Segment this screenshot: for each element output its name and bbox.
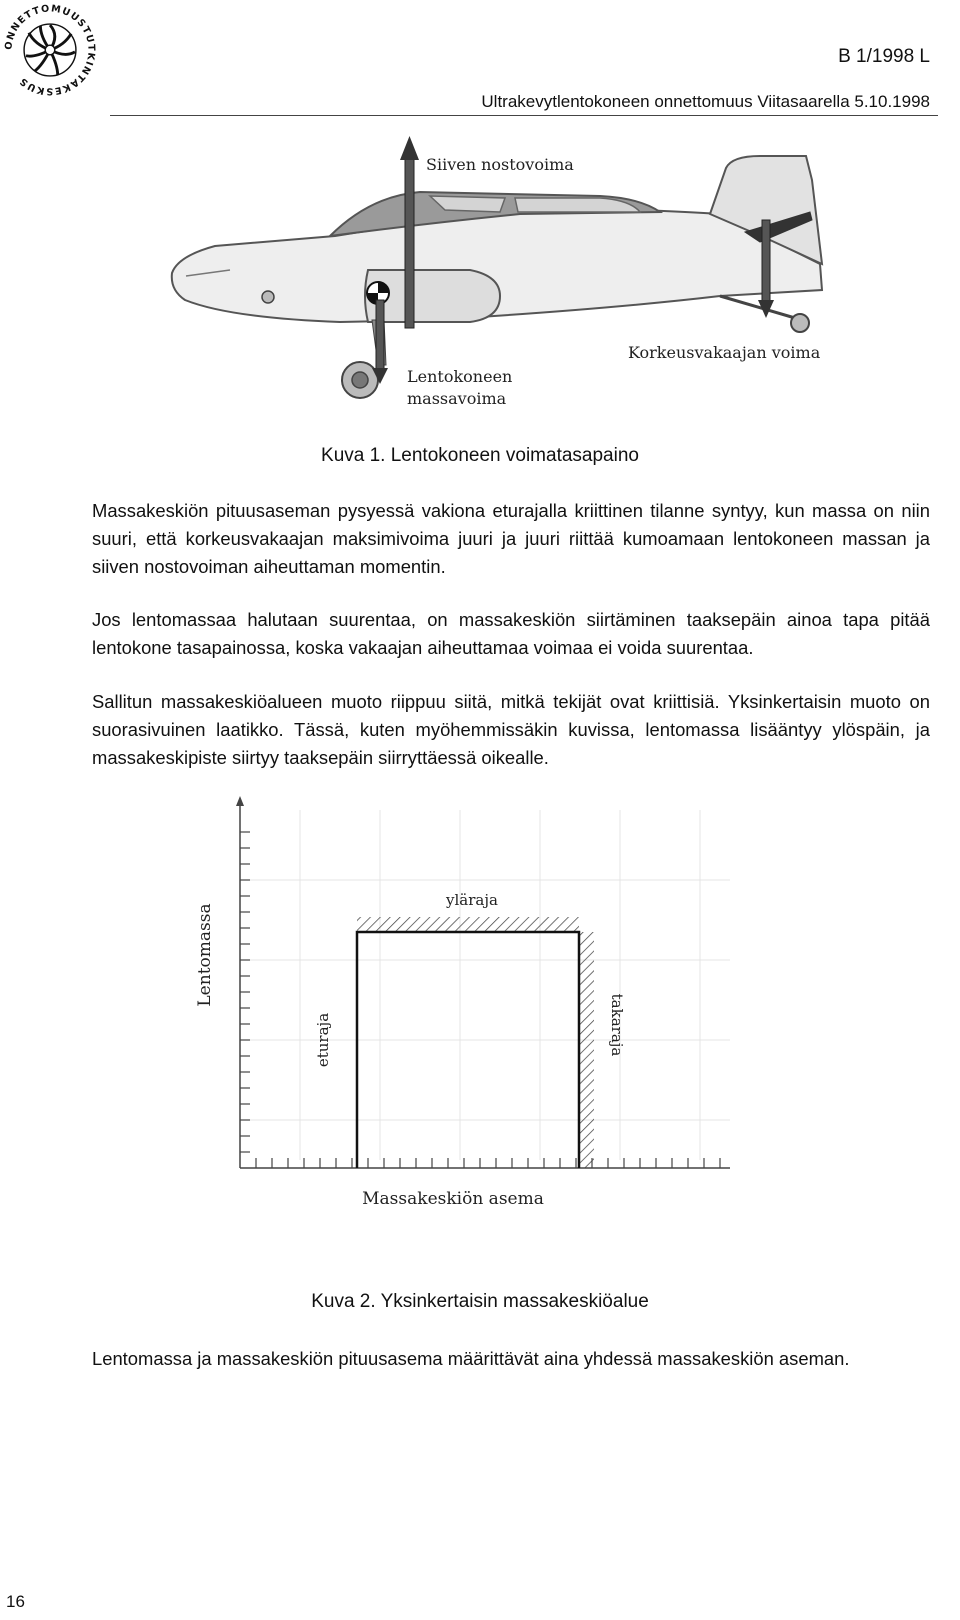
rear-limit-label: takaraja — [608, 993, 626, 1057]
cg-envelope-diagram — [180, 795, 740, 1245]
document-subtitle: Ultrakevytlentokoneen onnettomuus Viitasaarella 5.10.1998 — [481, 92, 930, 111]
paragraph-1: Massakeskiön pituusaseman pysyessä vakiona eturajalla kriittinen tilanne syntyy, kun massa on niin suuri, että korkeusvakaajan maksimivoima juuri ja juuri riittää kumoamaan lentokoneen massan ja siiven nostovoiman aiheuttaman momentin. — [92, 500, 930, 577]
page-number: 16 — [6, 1592, 25, 1611]
rear-limit-hatch — [579, 932, 594, 1168]
y-axis-ticks — [240, 832, 250, 1152]
upper-limit-hatch — [357, 917, 579, 932]
document-code: B 1/1998 L — [838, 46, 930, 67]
mass-force-label-line1: Lentokoneen — [407, 367, 513, 386]
tail-wheel — [791, 314, 809, 332]
grid — [240, 810, 730, 1160]
figure2-caption: Kuva 2. Yksinkertaisin massakeskiöalue — [311, 1291, 649, 1312]
y-axis — [236, 796, 244, 1168]
mass-force-label-line2: massavoima — [407, 389, 507, 408]
x-axis-label: Massakeskiön asema — [362, 1189, 544, 1209]
accident-investigation-logo — [2, 2, 98, 98]
paragraph-4: Lentomassa ja massakeskiön pituusasema määrittävät aina yhdessä massakeskiön aseman. — [92, 1348, 850, 1369]
x-axis-ticks — [256, 1158, 720, 1168]
front-limit-label: eturaja — [314, 1012, 332, 1068]
logo-text: ONNETTOMUUSTUTKINTAKESKUS — [3, 3, 97, 97]
stabilizer-force-label: Korkeusvakaajan voima — [628, 343, 821, 362]
envelope-box — [357, 932, 579, 1168]
spiral-seal-icon — [24, 24, 76, 76]
figure1-caption: Kuva 1. Lentokoneen voimatasapaino — [321, 445, 639, 466]
upper-limit-label: yläraja — [446, 891, 498, 909]
paragraph-2: Jos lentomassaa halutaan suurentaa, on massakeskiön siirtäminen taaksepäin ainoa tapa pitää lentokone tasapainossa, koska vakaajan aiheuttamaa voimaa ei voida suurentaa. — [92, 609, 930, 658]
aircraft-force-diagram — [150, 120, 850, 440]
paragraph-3: Sallitun massakeskiöalueen muoto riippuu siitä, mitkä tekijät ovat kriittisiä. Yksinkertaisin muoto on suorasivuinen laatikko. Tässä, kuten myöhemmissäkin kuvissa, lentomassa lisääntyy ylöspäin, ja massakeskipiste siirtyy taaksepäin siirryttäessä oikealle. — [92, 691, 930, 768]
header-rule — [110, 115, 938, 116]
y-axis-label: Lentomassa — [195, 903, 215, 1007]
wing-lift-label: Siiven nostovoima — [426, 155, 574, 174]
